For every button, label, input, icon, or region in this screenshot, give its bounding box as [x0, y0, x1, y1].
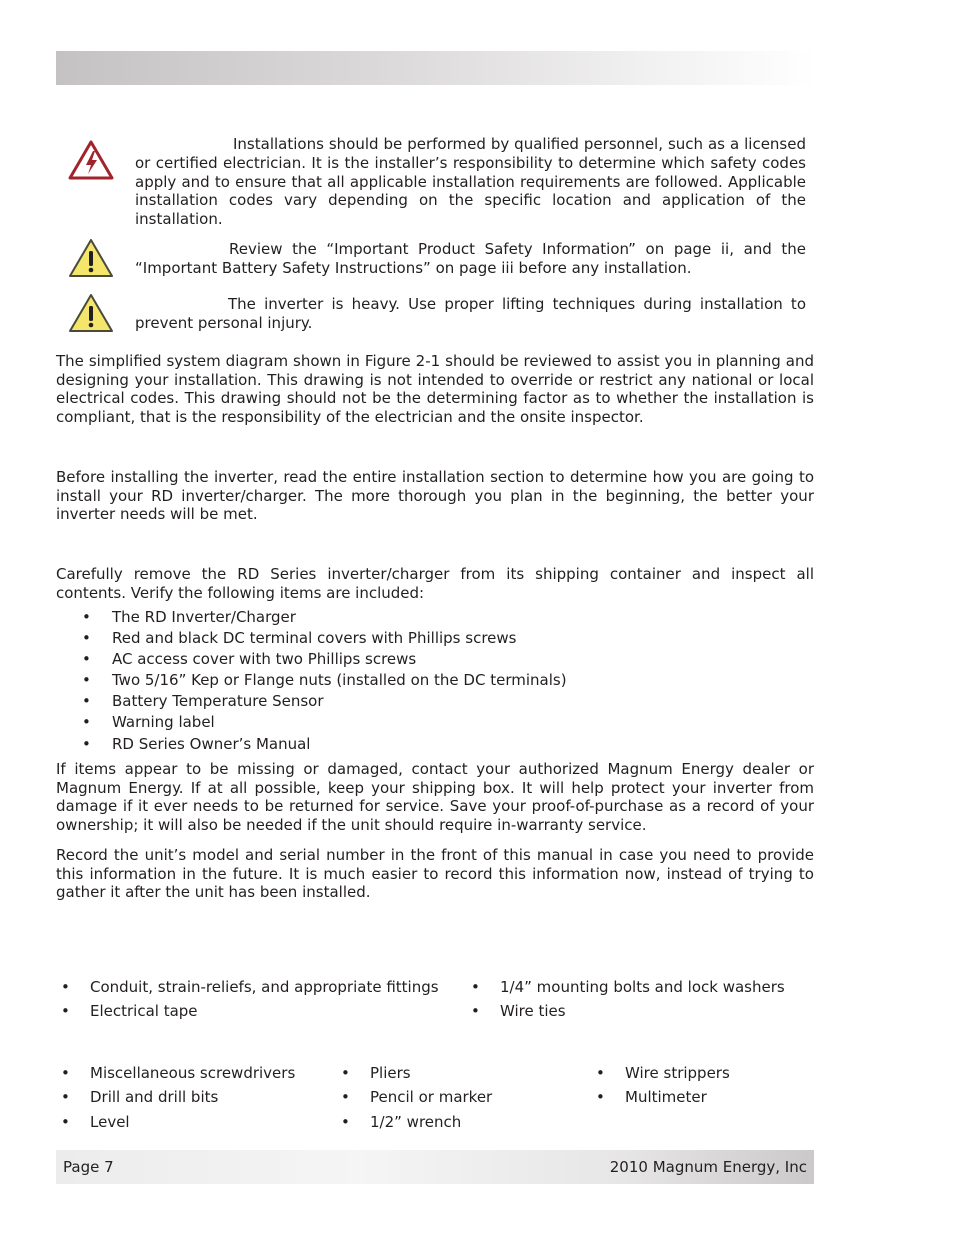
list-item: • 1/2” wrench [336, 1110, 492, 1134]
page-number: Page 7 [63, 1158, 114, 1176]
note-safety-info [135, 240, 806, 278]
electrical-hazard-icon [68, 140, 114, 180]
list-item: • RD Series Owner’s Manual [80, 734, 567, 755]
record-serial-paragraph: Record the unit’s model and serial number in the front of this manual in case you need to provide this information in the future. It is much easier to record this information now, instead of trying to gather it after the unit has been installed. [56, 846, 814, 902]
diagram-paragraph: The simplified system diagram shown in Figure 2-1 should be reviewed to assist you in planning and designing your installation. This drawing is not intended to override or restrict any national or local electrical codes. This drawing should not be the determining factor as to whether the installation is compliant, that is the responsibility of the electrician and the onsite inspector. [56, 352, 814, 427]
list-item: • AC access cover with two Phillips screws [80, 649, 567, 670]
tools-list-col2 [336, 1061, 492, 1134]
note-heavy [135, 295, 806, 333]
before-installing-paragraph: Before installing the inverter, read the entire installation section to determine how you are going to install your RD inverter/charger. The more thorough you plan in the beginning, the better your inverter needs will be met. [56, 468, 814, 524]
list-item: • 1/4” mounting bolts and lock washers [466, 975, 785, 999]
list-item: • Wire ties [466, 999, 785, 1023]
note-electrician-text: Installations should be performed by qualified personnel, such as a licensed or certified electrician. It is the installer’s responsibility to determine which safety codes apply and to ensure that all applicable installation requirements are followed. Applicable installation codes vary depending on the specific location and application of the installation. [135, 135, 806, 229]
note-electrician [135, 135, 806, 229]
caution-icon [68, 293, 114, 334]
tools-list-col3 [591, 1061, 730, 1110]
list-item: • Pencil or marker [336, 1085, 492, 1109]
caution-icon [68, 238, 114, 279]
list-item: • Pliers [336, 1061, 492, 1085]
materials-list-right [466, 975, 785, 1024]
list-item: • Level [56, 1110, 295, 1134]
list-item: • Electrical tape [56, 999, 439, 1023]
list-item: • Red and black DC terminal covers with Phillips screws [80, 628, 567, 649]
list-item: • Conduit, strain-reliefs, and appropriate fittings [56, 975, 439, 999]
list-item: • Battery Temperature Sensor [80, 691, 567, 712]
list-item: • The RD Inverter/Charger [80, 607, 567, 628]
list-item: • Miscellaneous screwdrivers [56, 1061, 295, 1085]
header-bar [56, 51, 816, 85]
unpacking-paragraph: Carefully remove the RD Series inverter/charger from its shipping container and inspect all contents. Verify the following items are included: [56, 565, 814, 602]
list-item: • Two 5/16” Kep or Flange nuts (installed on the DC terminals) [80, 670, 567, 691]
list-item: • Warning label [80, 712, 567, 733]
missing-items-paragraph: If items appear to be missing or damaged, contact your authorized Magnum Energy dealer or Magnum Energy. If at all possible, keep your shipping box. It will help protect your inverter from damage if it ever needs to be returned for service. Save your proof-of-purchase as a record of your ownership; it will also be needed if the unit should require in-warranty service. [56, 760, 814, 835]
included-items-list [80, 607, 567, 755]
list-item: • Wire strippers [591, 1061, 730, 1085]
materials-list-left [56, 975, 439, 1024]
list-item: • Multimeter [591, 1085, 730, 1109]
tools-list-col1 [56, 1061, 295, 1134]
note-safety-info-text: Review the “Important Product Safety Information” on page ii, and the “Important Battery Safety Instructions” on page iii before any installation. [135, 240, 806, 277]
copyright-text: 2010 Magnum Energy, Inc [609, 1158, 807, 1176]
list-item: • Drill and drill bits [56, 1085, 295, 1109]
note-heavy-text: The inverter is heavy. Use proper lifting techniques during installation to prevent personal injury. [135, 295, 806, 332]
